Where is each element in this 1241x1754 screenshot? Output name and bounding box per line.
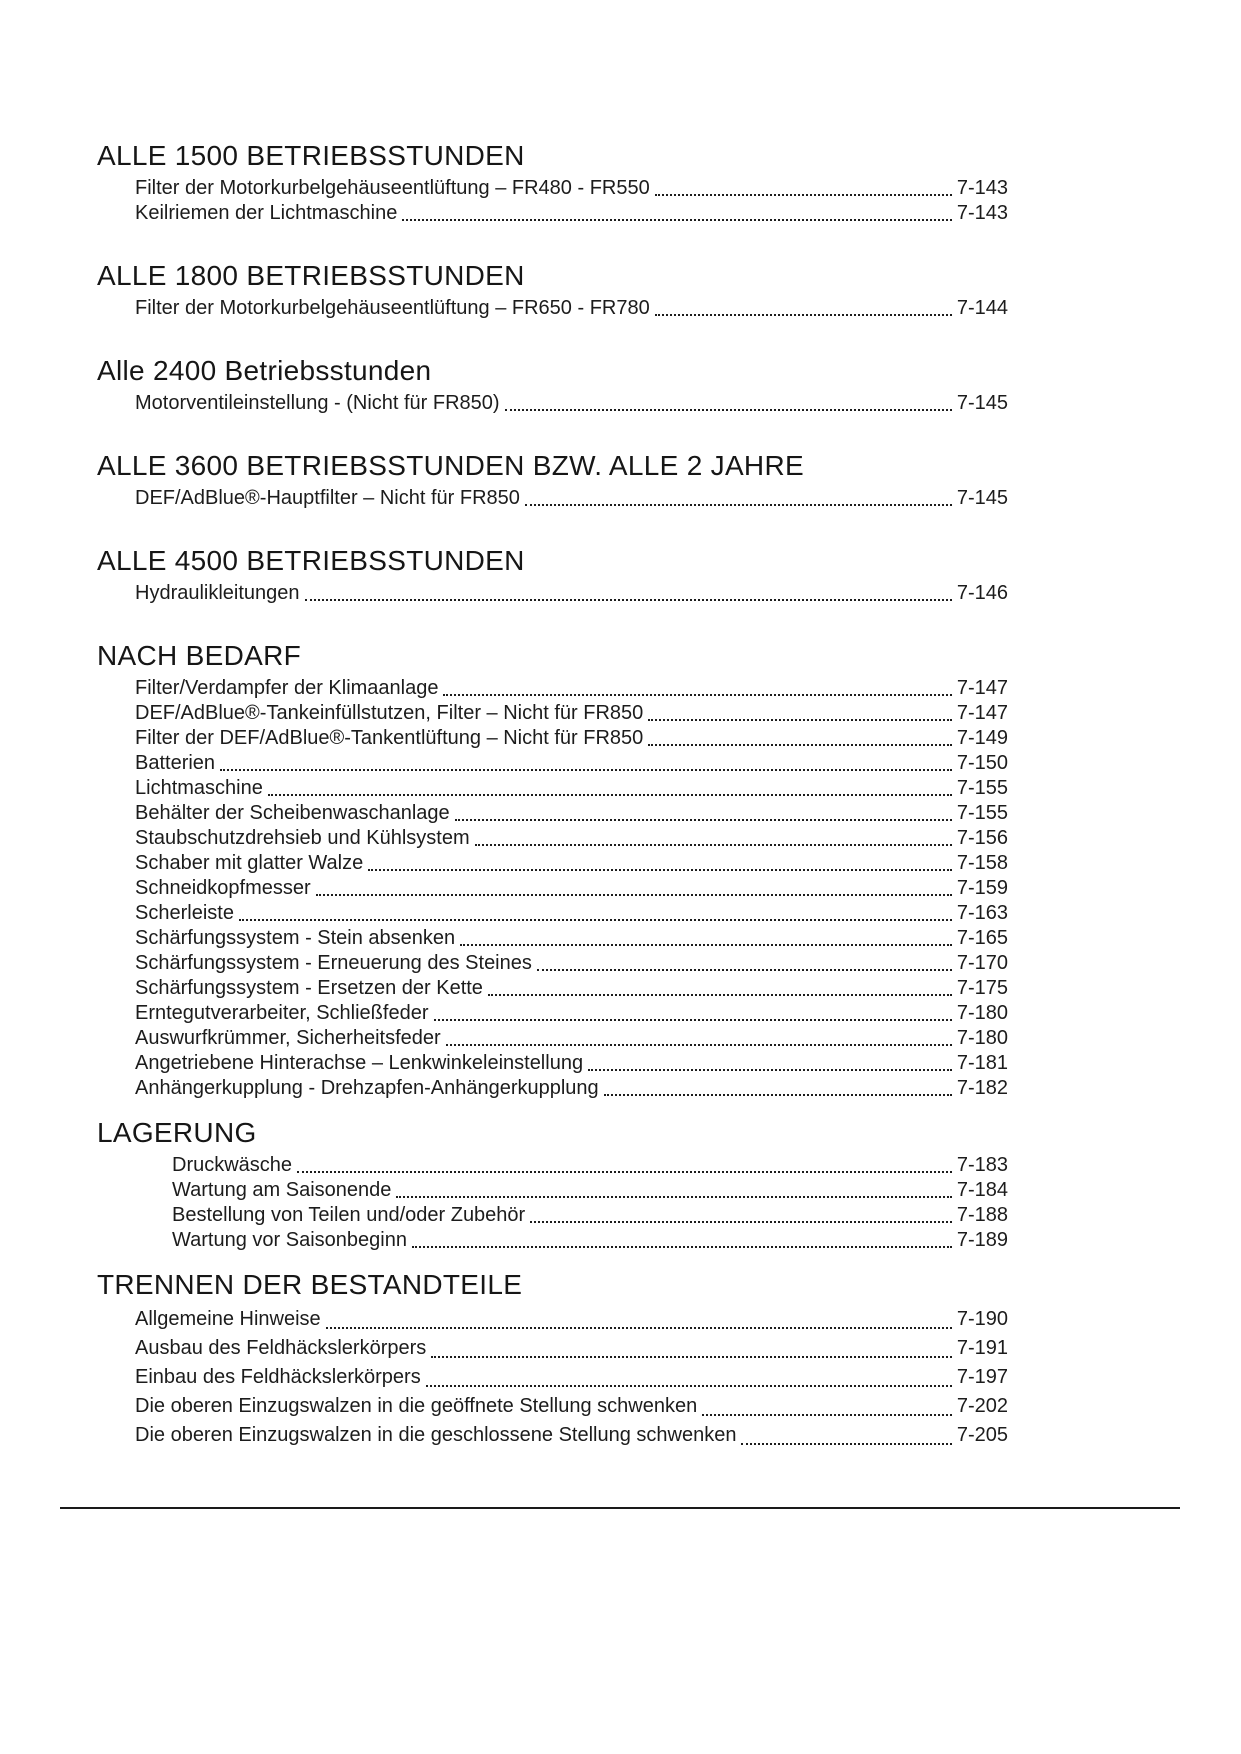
toc-entry-page-number: 7-180 <box>956 1002 1008 1024</box>
toc-entry-label: Filter der DEF/AdBlue®-Tankentlüftung – Nicht für FR850 <box>135 727 644 749</box>
toc-entry-page-number: 7-181 <box>956 1052 1008 1074</box>
dot-leader <box>488 994 952 996</box>
toc-entry-page-number: 7-155 <box>956 777 1008 799</box>
toc-entry-label: Druckwäsche <box>172 1154 293 1176</box>
dot-leader <box>655 314 952 316</box>
dot-leader <box>702 1414 952 1416</box>
toc-entry <box>97 1051 1008 1076</box>
toc-section <box>97 355 1008 416</box>
section-items <box>97 676 1008 1101</box>
toc-entry-page-number: 7-145 <box>956 392 1008 414</box>
toc-entry-label: Lichtmaschine <box>135 777 263 799</box>
dot-leader <box>268 794 952 796</box>
section-items <box>97 1305 1008 1450</box>
dot-leader <box>648 719 952 721</box>
toc-entry-label: Anhängerkupplung - Drehzapfen-Anhängerkupplung <box>135 1077 599 1099</box>
section-heading: ALLE 4500 BETRIEBSSTUNDEN <box>97 545 525 576</box>
toc-entry-label: Auswurfkrümmer, Sicherheitsfeder <box>135 1027 441 1049</box>
toc-entry-page-number: 7-145 <box>956 487 1008 509</box>
dot-leader <box>741 1443 951 1445</box>
dot-leader <box>604 1094 952 1096</box>
toc-entry-label: Schärfungssystem - Ersetzen der Kette <box>135 977 483 999</box>
toc-entry <box>97 391 1008 416</box>
toc-entry-page-number: 7-143 <box>956 202 1008 224</box>
toc-entry <box>97 1001 1008 1026</box>
toc-entry-page-number: 7-182 <box>956 1077 1008 1099</box>
dot-leader <box>455 819 952 821</box>
toc-entry-page-number: 7-191 <box>956 1337 1008 1359</box>
toc-entry <box>97 201 1008 226</box>
toc-entry-page-number: 7-202 <box>956 1395 1008 1417</box>
toc-entry-label: Die oberen Einzugswalzen in die geschlossene Stellung schwenken <box>135 1424 737 1446</box>
toc-entry-label: Staubschutzdrehsieb und Kühlsystem <box>135 827 470 849</box>
toc-entry-page-number: 7-143 <box>956 177 1008 199</box>
dot-leader <box>446 1044 952 1046</box>
section-heading: NACH BEDARF <box>97 640 301 671</box>
toc-entry-page-number: 7-155 <box>956 802 1008 824</box>
toc-entry-page-number: 7-159 <box>956 877 1008 899</box>
section-items <box>97 176 1008 226</box>
toc-section <box>97 545 1008 606</box>
dot-leader <box>588 1069 952 1071</box>
toc-entry <box>97 726 1008 751</box>
toc-entry-page-number: 7-205 <box>956 1424 1008 1446</box>
toc-entry-label: Bestellung von Teilen und/oder Zubehör <box>172 1204 526 1226</box>
toc-entry-page-number: 7-189 <box>956 1229 1008 1251</box>
section-items <box>97 391 1008 416</box>
toc-entry <box>97 876 1008 901</box>
toc-entry <box>97 1334 1008 1363</box>
toc-entry-label: Filter der Motorkurbelgehäuseentlüftung – FR480 - FR550 <box>135 177 650 199</box>
section-heading: TRENNEN DER BESTANDTEILE <box>97 1269 523 1300</box>
dot-leader <box>434 1019 952 1021</box>
toc-entry-label: DEF/AdBlue®-Hauptfilter – Nicht für FR850 <box>135 487 520 509</box>
toc-entry-page-number: 7-180 <box>956 1027 1008 1049</box>
toc-entry-page-number: 7-150 <box>956 752 1008 774</box>
toc-entry <box>97 1421 1008 1450</box>
toc-entry <box>97 751 1008 776</box>
toc-entry <box>97 1076 1008 1101</box>
toc-entry <box>97 176 1008 201</box>
dot-leader <box>316 894 952 896</box>
toc-entry-label: Schärfungssystem - Stein absenken <box>135 927 456 949</box>
toc-section <box>97 140 1008 226</box>
section-heading: ALLE 3600 BETRIEBSSTUNDEN BZW. ALLE 2 JAHRE <box>97 450 804 481</box>
toc-entry <box>97 1178 1008 1203</box>
toc-entry-label: Wartung am Saisonende <box>172 1179 392 1201</box>
toc-section <box>97 1269 1008 1450</box>
dot-leader <box>426 1385 952 1387</box>
toc-entry <box>97 1228 1008 1253</box>
dot-leader <box>396 1196 951 1198</box>
toc-entry <box>97 1363 1008 1392</box>
toc-entry-page-number: 7-165 <box>956 927 1008 949</box>
section-items <box>97 296 1008 321</box>
toc-entry-label: Erntegutverarbeiter, Schließfeder <box>135 1002 429 1024</box>
toc-entry <box>97 851 1008 876</box>
toc-entry <box>97 926 1008 951</box>
toc-entry-label: Behälter der Scheibenwaschanlage <box>135 802 450 824</box>
toc-entry-label: Schneidkopfmesser <box>135 877 311 899</box>
toc-entry-page-number: 7-144 <box>956 297 1008 319</box>
toc-entry-label: Schaber mit glatter Walze <box>135 852 364 874</box>
toc-entry <box>97 1392 1008 1421</box>
toc-entry-page-number: 7-197 <box>956 1366 1008 1388</box>
dot-leader <box>431 1356 952 1358</box>
toc-entry-page-number: 7-147 <box>956 702 1008 724</box>
toc-entry <box>97 1153 1008 1178</box>
dot-leader <box>648 744 952 746</box>
table-of-contents <box>97 0 1008 1450</box>
dot-leader <box>297 1171 952 1173</box>
dot-leader <box>443 694 951 696</box>
toc-entry <box>97 1203 1008 1228</box>
toc-entry-page-number: 7-163 <box>956 902 1008 924</box>
section-heading: LAGERUNG <box>97 1117 257 1148</box>
dot-leader <box>239 919 952 921</box>
toc-entry-label: Die oberen Einzugswalzen in die geöffnete Stellung schwenken <box>135 1395 698 1417</box>
toc-section <box>97 1117 1008 1253</box>
toc-entry <box>97 581 1008 606</box>
dot-leader <box>368 869 952 871</box>
dot-leader <box>412 1246 952 1248</box>
toc-entry-label: Filter der Motorkurbelgehäuseentlüftung – FR650 - FR780 <box>135 297 650 319</box>
toc-entry-page-number: 7-175 <box>956 977 1008 999</box>
toc-entry <box>97 976 1008 1001</box>
dot-leader <box>220 769 952 771</box>
toc-entry <box>97 776 1008 801</box>
toc-entry-page-number: 7-170 <box>956 952 1008 974</box>
section-items <box>97 486 1008 511</box>
dot-leader <box>305 599 952 601</box>
toc-entry-label: Keilriemen der Lichtmaschine <box>135 202 398 224</box>
toc-entry-label: Ausbau des Feldhäckslerkörpers <box>135 1337 427 1359</box>
toc-entry-page-number: 7-190 <box>956 1308 1008 1330</box>
section-heading: ALLE 1800 BETRIEBSSTUNDEN <box>97 260 525 291</box>
dot-leader <box>505 409 952 411</box>
dot-leader <box>460 944 952 946</box>
toc-entry-label: Hydraulikleitungen <box>135 582 300 604</box>
toc-section <box>97 640 1008 1101</box>
toc-entry-label: Schärfungssystem - Erneuerung des Steines <box>135 952 532 974</box>
toc-entry-label: Batterien <box>135 752 216 774</box>
toc-entry <box>97 486 1008 511</box>
toc-entry-page-number: 7-158 <box>956 852 1008 874</box>
toc-entry <box>97 1305 1008 1334</box>
toc-entry-page-number: 7-188 <box>956 1204 1008 1226</box>
toc-entry-page-number: 7-184 <box>956 1179 1008 1201</box>
dot-leader <box>402 219 952 221</box>
toc-entry-page-number: 7-146 <box>956 582 1008 604</box>
dot-leader <box>326 1327 952 1329</box>
toc-entry-label: DEF/AdBlue®-Tankeinfüllstutzen, Filter – Nicht für FR850 <box>135 702 644 724</box>
toc-entry-page-number: 7-147 <box>956 677 1008 699</box>
toc-entry <box>97 701 1008 726</box>
toc-entry-label: Scherleiste <box>135 902 234 924</box>
toc-entry <box>97 826 1008 851</box>
footer-divider <box>60 1507 1180 1509</box>
dot-leader <box>475 844 952 846</box>
toc-entry-label: Allgemeine Hinweise <box>135 1308 321 1330</box>
dot-leader <box>655 194 952 196</box>
toc-entry-label: Angetriebene Hinterachse – Lenkwinkeleinstellung <box>135 1052 584 1074</box>
toc-entry-label: Einbau des Feldhäckslerkörpers <box>135 1366 421 1388</box>
toc-entry-page-number: 7-156 <box>956 827 1008 849</box>
dot-leader <box>537 969 952 971</box>
toc-entry-label: Wartung vor Saisonbeginn <box>172 1229 407 1251</box>
section-heading: Alle 2400 Betriebsstunden <box>97 355 432 386</box>
toc-section <box>97 450 1008 511</box>
toc-entry <box>97 951 1008 976</box>
toc-entry <box>97 676 1008 701</box>
section-items <box>97 1153 1008 1253</box>
section-heading: ALLE 1500 BETRIEBSSTUNDEN <box>97 140 525 171</box>
toc-entry <box>97 1026 1008 1051</box>
toc-section <box>97 260 1008 321</box>
toc-entry <box>97 801 1008 826</box>
dot-leader <box>530 1221 952 1223</box>
toc-entry-page-number: 7-183 <box>956 1154 1008 1176</box>
toc-entry-label: Motorventileinstellung - (Nicht für FR850) <box>135 392 500 414</box>
dot-leader <box>525 504 952 506</box>
toc-entry <box>97 901 1008 926</box>
toc-entry <box>97 296 1008 321</box>
toc-entry-label: Filter/Verdampfer der Klimaanlage <box>135 677 439 699</box>
toc-entry-page-number: 7-149 <box>956 727 1008 749</box>
section-items <box>97 581 1008 606</box>
